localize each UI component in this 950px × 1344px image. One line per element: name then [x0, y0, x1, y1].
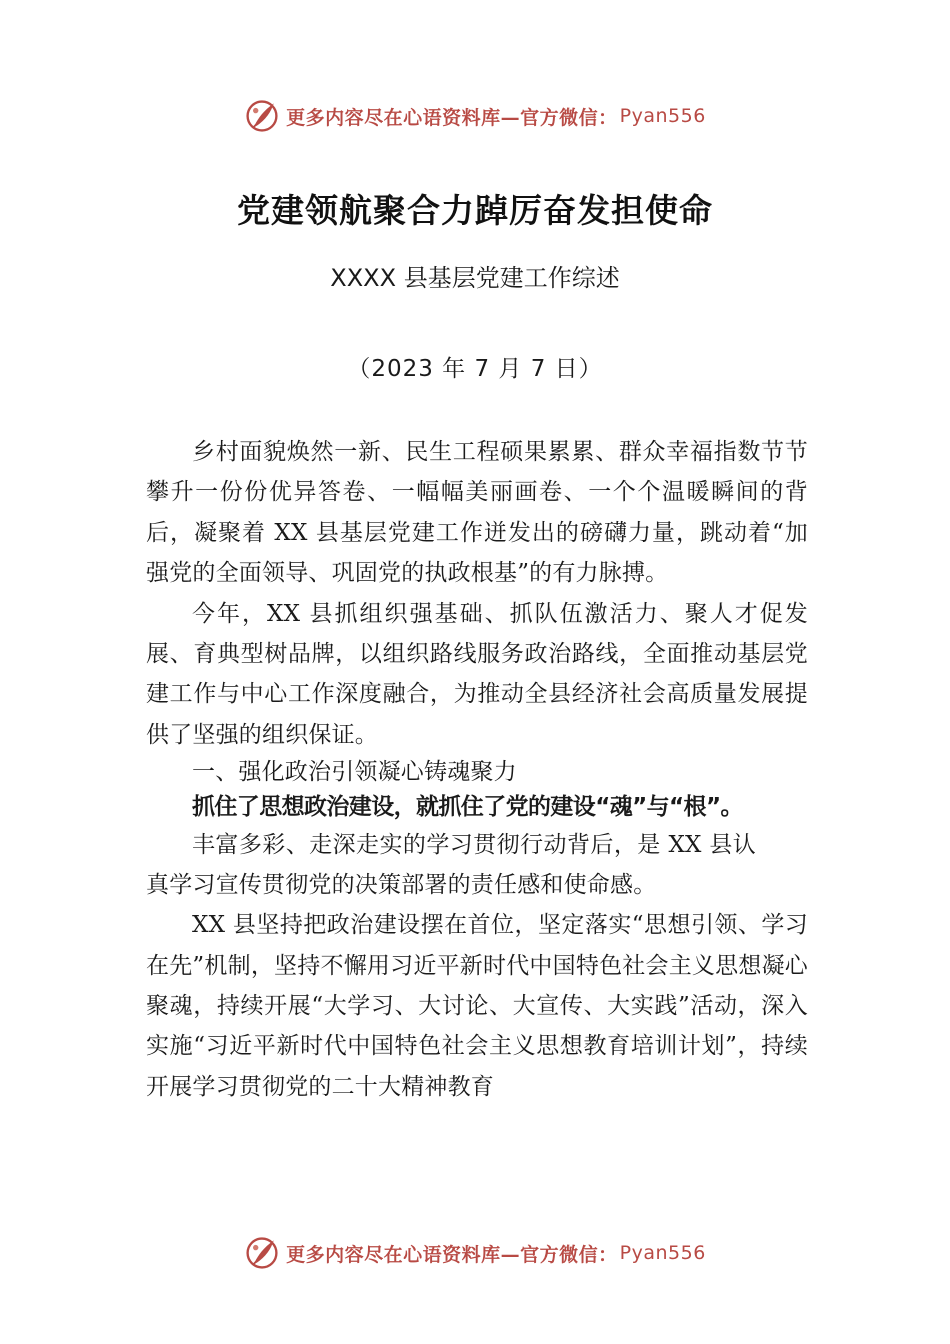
- watermark-footer: [0, 1233, 950, 1273]
- document-date: （2023 年 7 月 7 日）: [347, 356, 603, 382]
- paragraph: 丰富多彩、走深走实的学习贯彻行动背后，是 XX 县认真学习宣传贯彻党的决策部署的责任感和使命感。: [146, 832, 756, 899]
- document-body: [146, 432, 808, 1107]
- watermark-wechat-id: Pyan556: [619, 1242, 706, 1264]
- quill-pen-logo-icon: [244, 98, 280, 134]
- document-title: 党建领航聚合力踔厉奋发担使命: [237, 191, 713, 230]
- section-heading: 一、强化政治引领凝心铸魂聚力: [192, 759, 517, 786]
- document-subtitle: XXXX 县基层党建工作综述: [330, 264, 620, 292]
- paragraph: XX 县坚持把政治建设摆在首位，坚定落实“思想引领、学习在先”机制，坚持不懈用习近平新时代中国特色社会主义思想凝心聚魂，持续开展“大学习、大讨论、大宣传、大实践”活动，深入实施“习近平新时代中国特色社会主义思想教育培训计划”，持续开展学习贯彻党的二十大精神教育: [146, 912, 808, 1100]
- watermark-header: [0, 96, 950, 136]
- watermark-wechat-id: Pyan556: [619, 105, 706, 127]
- watermark-text: 更多内容尽在心语资料库—官方微信：: [286, 106, 618, 129]
- paragraph: 今年，XX 县抓组织强基础、抓队伍激活力、聚人才促发展、育典型树品牌，以组织路线服务政治路线，全面推动基层党建工作与中心工作深度融合，为推动全县经济社会高质量发展提供了坚强的组织保证。: [146, 600, 808, 748]
- watermark-text: 更多内容尽在心语资料库—官方微信：: [286, 1243, 618, 1266]
- paragraph: 乡村面貌焕然一新、民生工程硕果累累、群众幸福指数节节攀升一份份优异答卷、一幅幅美丽画卷、一个个温暖瞬间的背后，凝聚着 XX 县基层党建工作迸发出的磅礴力量，跳动着“加强党的全面领导、巩固党的执政根基”的有力脉搏。: [146, 439, 808, 587]
- quill-pen-logo-icon: [244, 1235, 280, 1271]
- bold-lead-sentence: 抓住了思想政治建设，就抓住了党的建设“魂”与“根”。: [192, 794, 743, 821]
